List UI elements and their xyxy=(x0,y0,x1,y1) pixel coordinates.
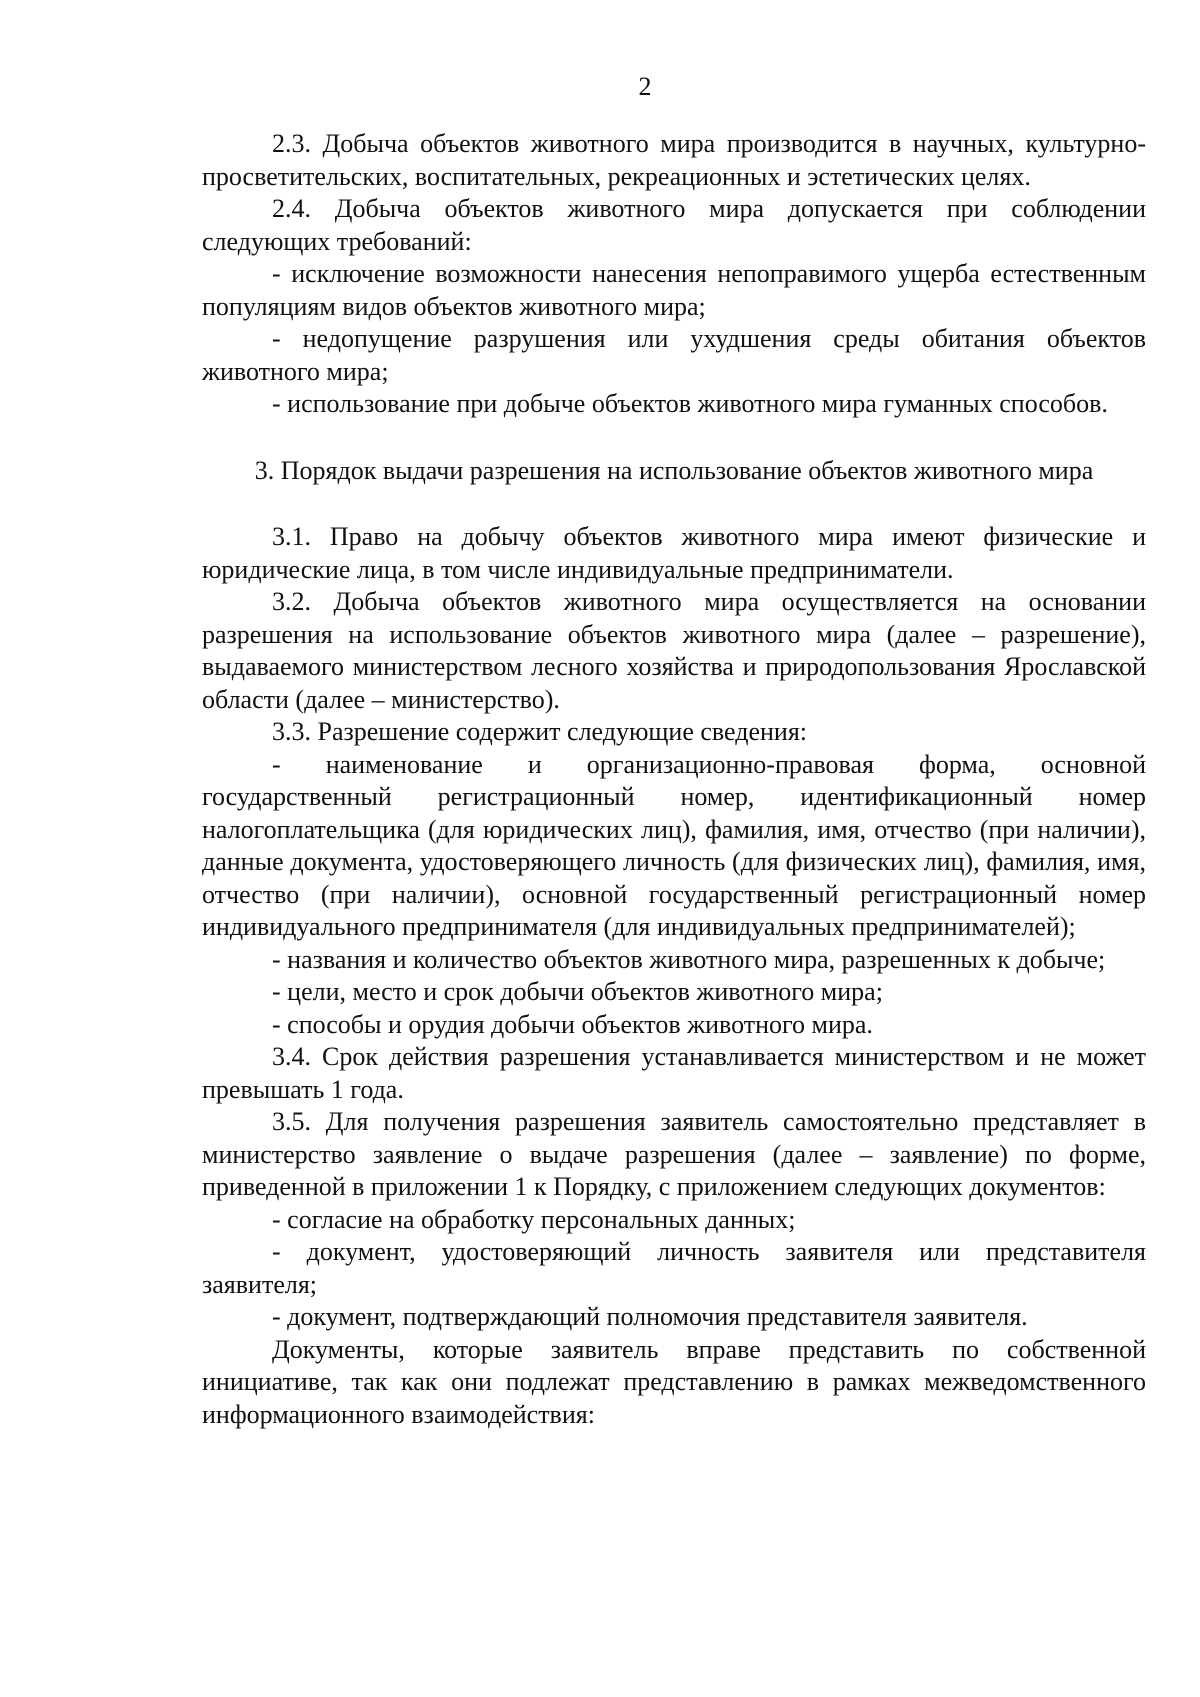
list-item: - исключение возможности нанесения непоправимого ущерба естественным популяциям видов объектов животного мира; xyxy=(202,259,1146,321)
paragraph-documents: Документы, которые заявитель вправе представить по собственной инициативе, так как они подлежат представлению в рамках межведомственного информационного взаимодействия: xyxy=(202,1334,1146,1429)
paragraph-3-4: 3.4. Срок действия разрешения устанавливается министерством и не может превышать 1 года. xyxy=(202,1042,1146,1104)
list-item: - документ, удостоверяющий личность заявителя или представителя заявителя; xyxy=(202,1237,1146,1299)
paragraph-2-4: 2.4. Добыча объектов животного мира допускается при соблюдении следующих требований: xyxy=(202,194,1146,256)
paragraph-3-5: 3.5. Для получения разрешения заявитель самостоятельно представляет в министерство заявление о выдаче разрешения (далее – заявление) по форме, приведенной в приложении 1 к Порядку, с приложением следующих документов: xyxy=(202,1107,1146,1201)
page-number: 2 xyxy=(638,72,652,101)
paragraph-3-2: 3.2. Добыча объектов животного мира осуществляется на основании разрешения на использование объектов животного мира (далее – разрешение), выдаваемого министерством лесного хозяйства и природопользования Ярославской области (далее – министерство). xyxy=(202,587,1146,714)
list-item: - использование при добыче объектов животного мира гуманных способов. xyxy=(272,389,1108,418)
paragraph-3-3: 3.3. Разрешение содержит следующие сведения: xyxy=(272,717,808,746)
list-item: - цели, место и срок добычи объектов животного мира; xyxy=(272,977,883,1006)
paragraph-3-1: 3.1. Право на добычу объектов животного мира имеют физические и юридические лица, в том числе индивидуальные предприниматели. xyxy=(202,522,1146,584)
list-item: - названия и количество объектов животного мира, разрешенных к добыче; xyxy=(272,944,1106,974)
list-item: - наименование и организационно-правовая форма, основной государственный регистрационный номер, идентификационный номер налогоплательщика (для юридических лиц), фамилия, имя, отчество (при наличии), данные документа, удостоверяющего личность (для физических лиц), фамилия, имя, отчество (при наличии), основной государственный регистрационный номер индивидуального предпринимателя (для индивидуальных предпринимателей); xyxy=(202,749,1146,941)
list-item: - согласие на обработку персональных данных; xyxy=(272,1204,796,1234)
list-item: - документ, подтверждающий полномочия представителя заявителя. xyxy=(272,1302,1028,1331)
list-item: - недопущение разрушения или ухудшения среды обитания объектов животного мира; xyxy=(202,324,1146,386)
document-body xyxy=(202,128,1146,1431)
section-heading: 3. Порядок выдачи разрешения на использование объектов животного мира xyxy=(254,455,1094,485)
paragraph-2-3: 2.3. Добыча объектов животного мира производится в научных, культурно-просветительских, воспитательных, рекреационных и эстетических целях. xyxy=(202,129,1146,191)
list-item: - способы и орудия добычи объектов животного мира. xyxy=(272,1009,873,1039)
